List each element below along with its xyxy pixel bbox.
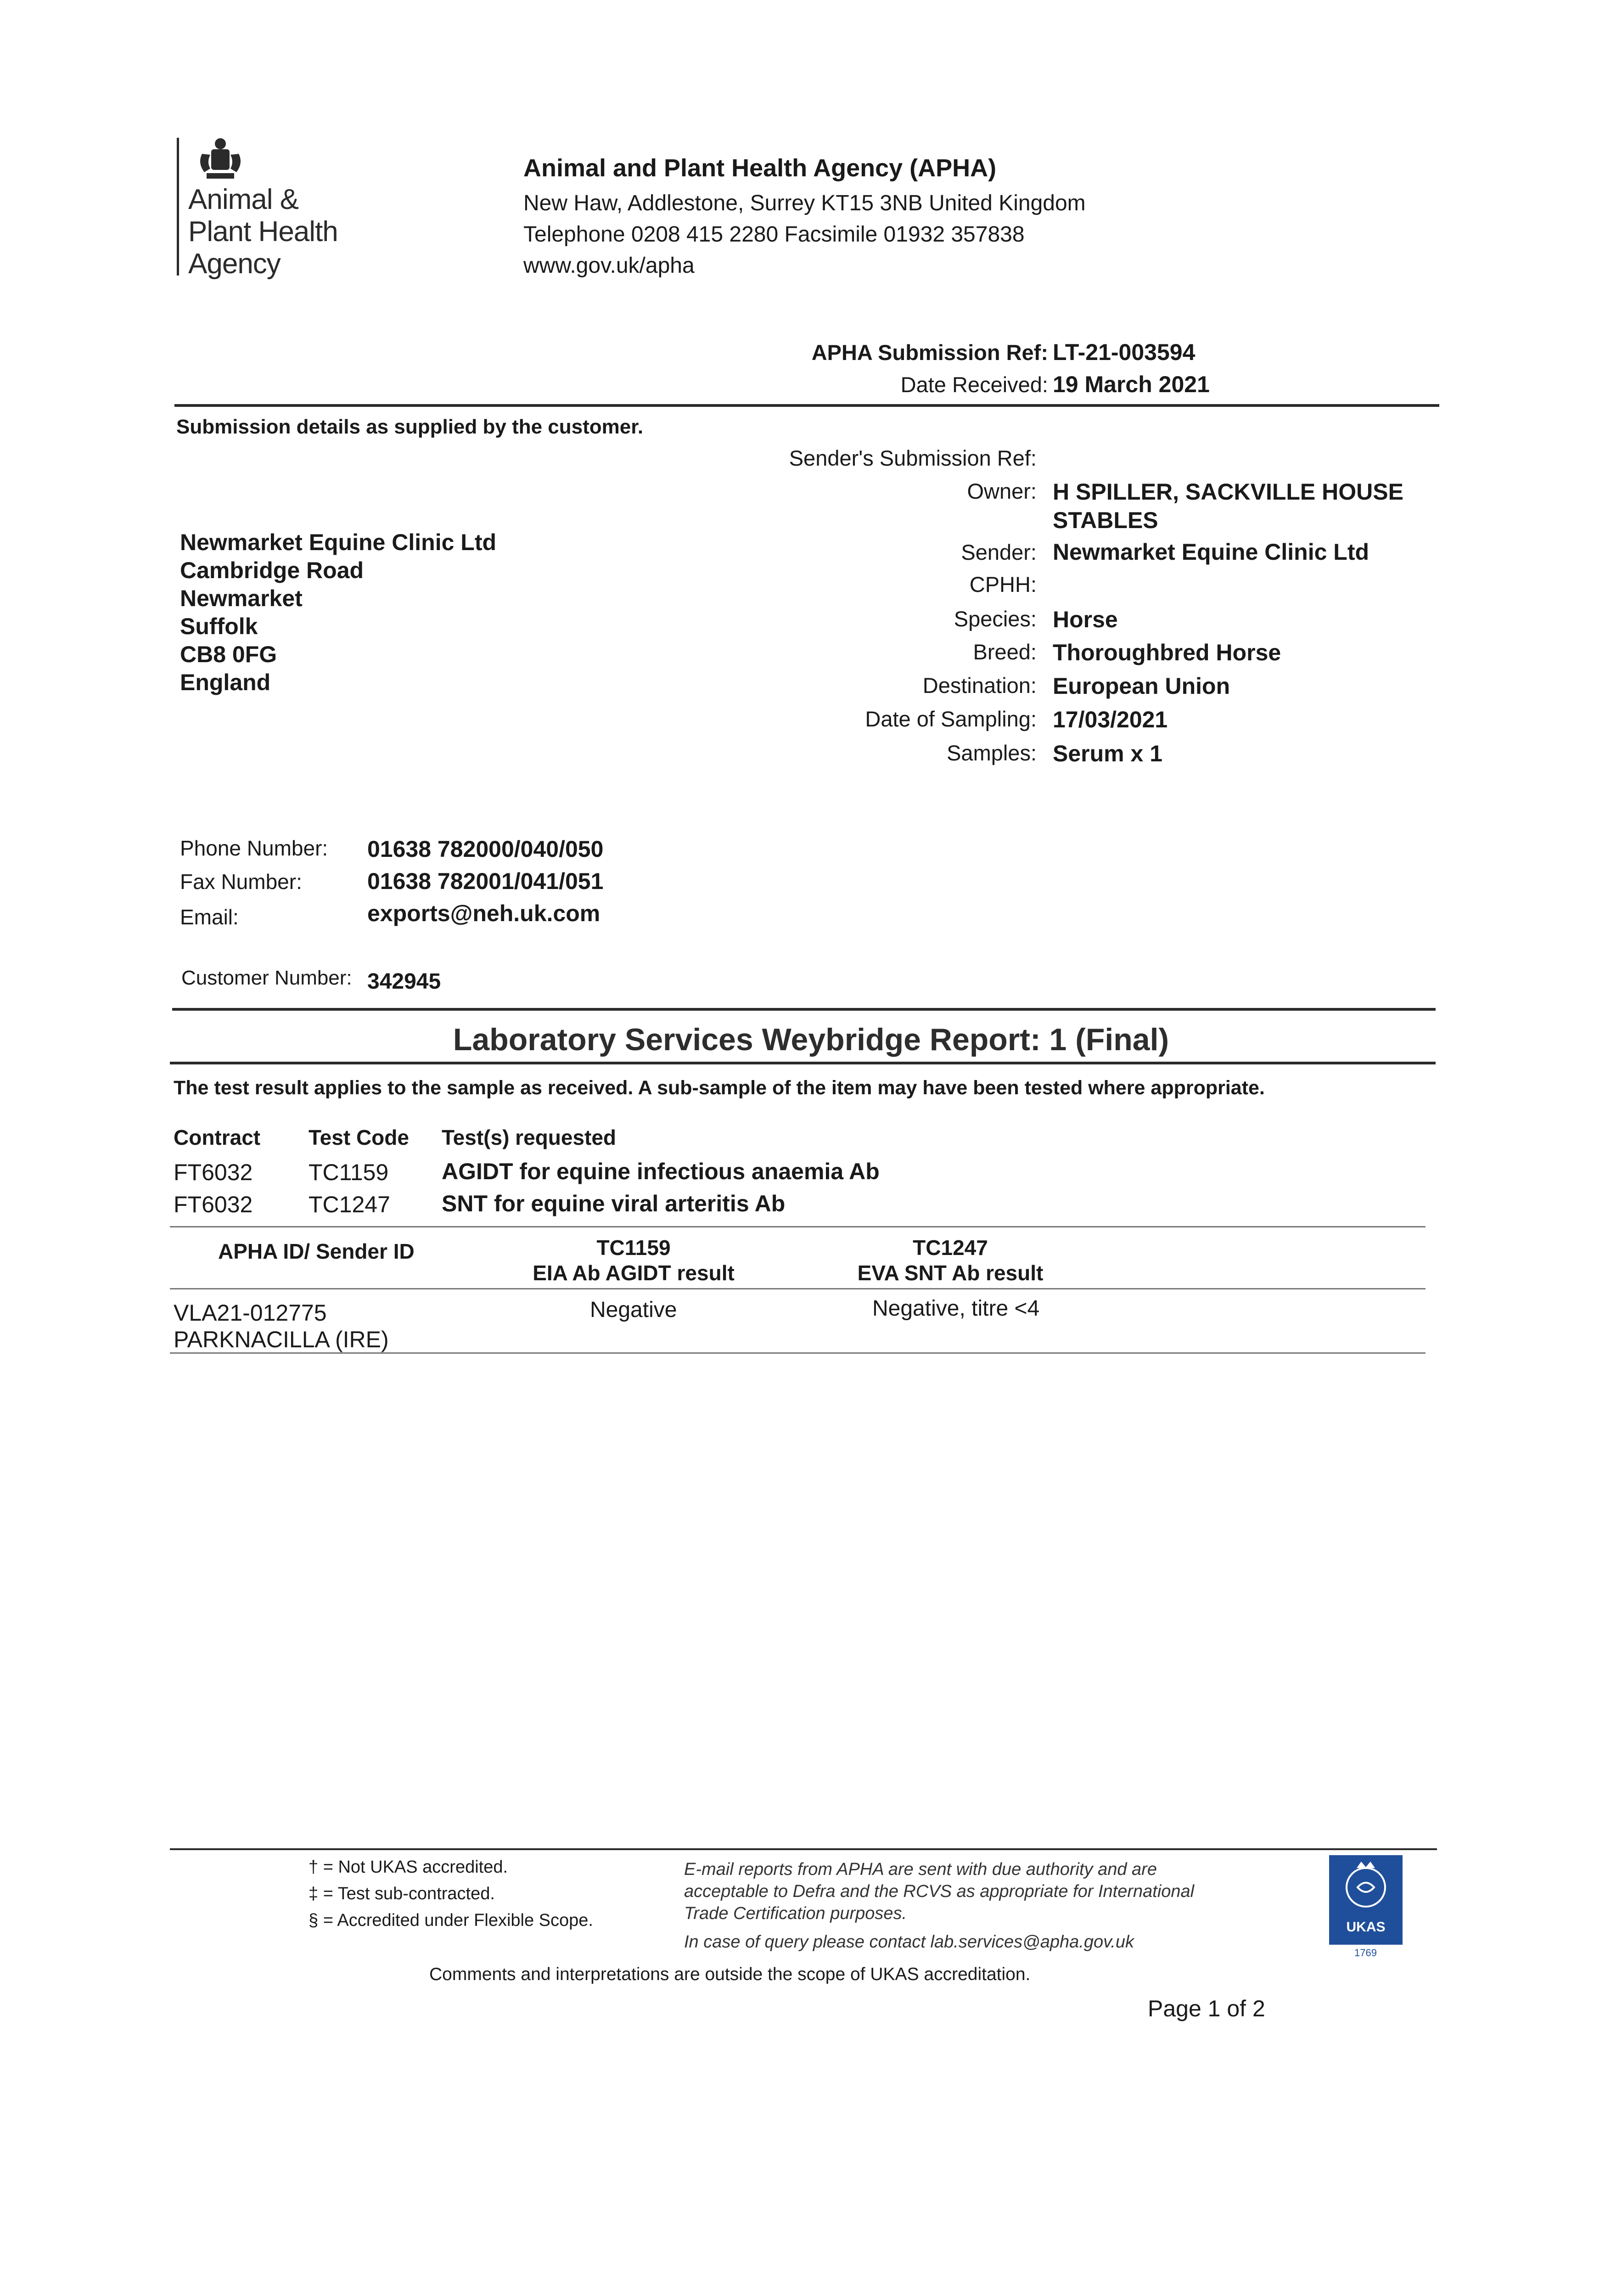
address-line: Newmarket [180,585,303,611]
agency-name: Animal and Plant Health Agency (APHA) [523,154,997,182]
owner-value-1: H SPILLER, SACKVILLE HOUSE [1053,479,1403,505]
email-value[interactable]: exports@neh.uk.com [367,900,601,926]
email-note-line-1: E-mail reports from APHA are sent with due authority and are [684,1860,1157,1879]
test-row-name: AGIDT for equine infectious anaemia Ab [442,1159,880,1184]
destination-label: Destination: [922,673,1037,698]
agency-phone: Telephone 0208 415 2280 Facsimile 01932 357838 [523,222,1025,247]
logo-line-3: Agency [188,248,281,280]
report-note: The test result applies to the sample as received. A sub-sample of the item may have been tested where appropriate. [174,1077,1265,1099]
customer-note: Submission details as supplied by the customer. [176,416,644,438]
agency-address: New Haw, Addlestone, Surrey KT15 3NB United Kingdom [523,191,1086,215]
date-of-sampling-value: 17/03/2021 [1053,707,1168,732]
samples-label: Samples: [947,741,1037,765]
test-row-contract: FT6032 [174,1192,253,1217]
email-note-line-2: acceptable to Defra and the RCVS as appropriate for International [684,1882,1195,1901]
date-received-label: Date Received: [900,372,1048,397]
address-line: England [180,670,271,695]
address-line: CB8 0FG [180,642,277,667]
results-id-header: APHA ID/ Sender ID [218,1239,415,1263]
test-row-code: TC1159 [309,1159,389,1185]
senders-ref-label: Sender's Submission Ref: [789,446,1037,470]
species-value: Horse [1053,607,1118,632]
agency-website: www.gov.uk/apha [523,253,695,278]
date-of-sampling-label: Date of Sampling: [865,707,1037,731]
page-number: Page 1 of 2 [1148,1996,1265,2021]
destination-value: European Union [1053,673,1230,699]
logo-bar [177,138,179,276]
submission-ref-value: LT-21-003594 [1053,339,1195,365]
tests-requested-header: Test(s) requested [442,1125,617,1149]
eva-header-code-text: TC1247 [913,1236,988,1260]
query-note: In case of query please contact lab.services@apha.gov.uk [684,1932,1134,1952]
result-eia: Negative [590,1298,677,1322]
footer-divider [170,1848,1437,1850]
logo-line-2: Plant Health [188,216,338,248]
results-header-divider [170,1288,1426,1289]
royal-coat-of-arms-icon [193,135,248,186]
submission-ref-label: APHA Submission Ref: [811,340,1048,365]
agency-logo-text [188,184,338,280]
owner-value-2: STABLES [1053,507,1158,533]
footer-key-flexible-scope: § = Accredited under Flexible Scope. [309,1911,593,1930]
test-row-name: SNT for equine viral arteritis Ab [442,1191,786,1216]
samples-value: Serum x 1 [1053,741,1163,766]
results-bottom-divider [170,1352,1426,1354]
species-label: Species: [954,607,1037,631]
eia-header-name-text: EIA Ab AGIDT result [533,1261,735,1285]
phone-value: 01638 782000/040/050 [367,836,604,862]
result-eva: Negative, titre <4 [872,1296,1040,1321]
breed-value: Thoroughbred Horse [1053,640,1281,665]
tests-divider [170,1226,1426,1227]
date-received-value: 19 March 2021 [1053,371,1210,397]
ukas-badge [1329,1855,1403,1945]
ukas-crown-icon [1329,1855,1403,1919]
test-row-contract: FT6032 [174,1159,253,1185]
footer-key-subcontracted: ‡ = Test sub-contracted. [309,1884,495,1903]
phone-label: Phone Number: [180,836,328,860]
customer-number-value: 342945 [367,969,441,994]
header-divider [174,404,1439,407]
sender-label: Sender: [961,540,1037,564]
footer-key-not-accredited: † = Not UKAS accredited. [309,1857,508,1877]
logo-line-1: Animal & [188,184,299,215]
email-note-line-3: Trade Certification purposes. [684,1904,907,1923]
address-line: Newmarket Equine Clinic Ltd [180,529,497,555]
result-sender-id: PARKNACILLA (IRE) [174,1327,389,1352]
email-label: Email: [180,905,239,929]
ukas-number: 1769 [1354,1947,1377,1958]
ukas-label: UKAS [1346,1919,1386,1935]
contract-header: Contract [174,1125,261,1149]
result-apha-id: VLA21-012775 [174,1300,327,1326]
report-divider-top [172,1008,1436,1011]
address-line: Cambridge Road [180,557,364,583]
test-row-code: TC1247 [309,1192,390,1217]
eva-header-name-text: EVA SNT Ab result [857,1261,1044,1285]
test-code-header: Test Code [309,1125,409,1149]
ukas-scope-note: Comments and interpretations are outside the scope of UKAS accreditation. [429,1964,1031,1984]
cphh-label: CPHH: [969,572,1037,597]
sender-value: Newmarket Equine Clinic Ltd [1053,539,1369,565]
owner-label: Owner: [967,479,1037,503]
report-divider-bottom [170,1062,1436,1064]
fax-value: 01638 782001/041/051 [367,868,604,894]
address-line: Suffolk [180,613,258,639]
fax-label: Fax Number: [180,870,302,894]
eia-header-code-text: TC1159 [596,1236,671,1260]
report-title: Laboratory Services Weybridge Report: 1 (Final) [453,1022,1169,1057]
breed-label: Breed: [973,640,1037,664]
customer-number-label: Customer Number: [181,967,352,989]
